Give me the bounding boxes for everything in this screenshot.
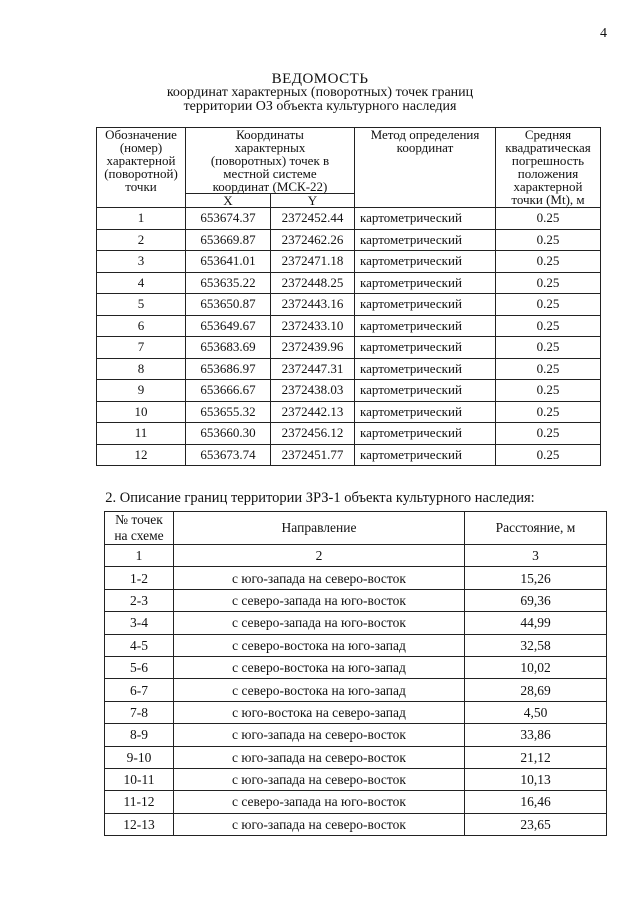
header-method-line: Метод определения xyxy=(370,127,480,142)
boundary-description-table xyxy=(104,511,607,836)
point-number: 2 xyxy=(97,229,186,251)
error-cell: 0.25 xyxy=(496,208,601,230)
table-row xyxy=(105,589,607,611)
table-row xyxy=(97,423,601,445)
header-y: Y xyxy=(271,194,355,208)
title-line-3: территории ОЗ объекта культурного наследия xyxy=(183,99,457,114)
distance-cell: 32,58 xyxy=(465,634,607,656)
document-title xyxy=(0,72,640,114)
segment-points: 6-7 xyxy=(105,679,174,701)
segment-points: 10-11 xyxy=(105,768,174,790)
table-row xyxy=(105,813,607,835)
segment-points: 7-8 xyxy=(105,701,174,723)
table-row xyxy=(97,358,601,380)
direction-cell: с юго-востока на северо-запад xyxy=(174,701,465,723)
header-point-id-line: (номер) xyxy=(119,140,163,155)
header-point-id-line: (поворотной) xyxy=(104,166,178,181)
table-row xyxy=(97,337,601,359)
direction-cell: с юго-запада на северо-восток xyxy=(174,813,465,835)
method-cell: картометрический xyxy=(355,358,496,380)
coord-y: 2372451.77 xyxy=(271,444,355,466)
point-number: 8 xyxy=(97,358,186,380)
method-cell: картометрический xyxy=(355,401,496,423)
header-points-line: № точек xyxy=(115,512,163,527)
error-cell: 0.25 xyxy=(496,337,601,359)
table-row xyxy=(97,208,601,230)
header-coords-line: (поворотных) точек в xyxy=(210,153,330,168)
coord-x: 653674.37 xyxy=(186,208,271,230)
section-2-title: 2. Описание границ территории ЗРЗ-1 объекта культурного наследия: xyxy=(105,490,535,506)
distance-cell: 4,50 xyxy=(465,701,607,723)
column-number: 1 xyxy=(105,545,174,567)
direction-cell: с северо-запада на юго-восток xyxy=(174,612,465,634)
coord-x: 653673.74 xyxy=(186,444,271,466)
coord-y: 2372433.10 xyxy=(271,315,355,337)
table-row xyxy=(105,701,607,723)
coord-x: 653650.87 xyxy=(186,294,271,316)
coord-x: 653683.69 xyxy=(186,337,271,359)
header-point-id-line: Обозначение xyxy=(105,127,177,142)
method-cell: картометрический xyxy=(355,272,496,294)
column-number-row xyxy=(105,545,607,567)
method-cell: картометрический xyxy=(355,444,496,466)
coord-y: 2372438.03 xyxy=(271,380,355,402)
header-point-id-line: характерной xyxy=(106,153,176,168)
table-row xyxy=(105,634,607,656)
distance-cell: 10,02 xyxy=(465,656,607,678)
table-row xyxy=(97,380,601,402)
segment-points: 5-6 xyxy=(105,656,174,678)
header-error-line: Средняя xyxy=(524,127,572,142)
point-number: 1 xyxy=(97,208,186,230)
table-row xyxy=(97,294,601,316)
coord-y: 2372471.18 xyxy=(271,251,355,273)
method-cell: картометрический xyxy=(355,380,496,402)
table-row xyxy=(105,746,607,768)
table-row xyxy=(105,679,607,701)
segment-points: 8-9 xyxy=(105,724,174,746)
header-points xyxy=(105,512,174,545)
error-cell: 0.25 xyxy=(496,229,601,251)
coord-x: 653686.97 xyxy=(186,358,271,380)
segment-points: 11-12 xyxy=(105,791,174,813)
segment-points: 3-4 xyxy=(105,612,174,634)
coord-x: 653641.01 xyxy=(186,251,271,273)
header-error-line: точки (Mt), м xyxy=(511,192,585,207)
distance-cell: 69,36 xyxy=(465,589,607,611)
title-line-2: координат характерных (поворотных) точек границ xyxy=(166,85,474,100)
table-row xyxy=(97,272,601,294)
method-cell: картометрический xyxy=(355,251,496,273)
header-coordinates xyxy=(186,128,355,194)
error-cell: 0.25 xyxy=(496,423,601,445)
page-number: 4 xyxy=(600,26,607,41)
header-coords-line: характерных xyxy=(234,140,306,155)
coord-y: 2372456.12 xyxy=(271,423,355,445)
header-distance: Расстояние, м xyxy=(465,512,607,545)
header-point-id-line: точки xyxy=(125,179,157,194)
table-row xyxy=(97,444,601,466)
direction-cell: с северо-запада на юго-восток xyxy=(174,791,465,813)
distance-cell: 16,46 xyxy=(465,791,607,813)
distance-cell: 21,12 xyxy=(465,746,607,768)
coord-x: 653635.22 xyxy=(186,272,271,294)
error-cell: 0.25 xyxy=(496,272,601,294)
header-coords-line: координат (МСК-22) xyxy=(212,179,328,194)
distance-cell: 15,26 xyxy=(465,567,607,589)
segment-points: 9-10 xyxy=(105,746,174,768)
table-row xyxy=(105,768,607,790)
header-direction: Направление xyxy=(174,512,465,545)
coord-y: 2372448.25 xyxy=(271,272,355,294)
coord-x: 653649.67 xyxy=(186,315,271,337)
segment-points: 1-2 xyxy=(105,567,174,589)
error-cell: 0.25 xyxy=(496,444,601,466)
header-coords-line: местной системе xyxy=(223,166,317,181)
header-error xyxy=(496,128,601,208)
header-point-id xyxy=(97,128,186,208)
method-cell: картометрический xyxy=(355,423,496,445)
coord-y: 2372462.26 xyxy=(271,229,355,251)
column-number: 3 xyxy=(465,545,607,567)
error-cell: 0.25 xyxy=(496,401,601,423)
point-number: 6 xyxy=(97,315,186,337)
header-coords-line: Координаты xyxy=(236,127,304,142)
coord-x: 653669.87 xyxy=(186,229,271,251)
coord-x: 653660.30 xyxy=(186,423,271,445)
table-row xyxy=(105,567,607,589)
method-cell: картометрический xyxy=(355,315,496,337)
point-number: 7 xyxy=(97,337,186,359)
distance-cell: 23,65 xyxy=(465,813,607,835)
point-number: 12 xyxy=(97,444,186,466)
method-cell: картометрический xyxy=(355,337,496,359)
header-method-line: координат xyxy=(396,140,454,155)
coord-y: 2372439.96 xyxy=(271,337,355,359)
error-cell: 0.25 xyxy=(496,358,601,380)
table-row xyxy=(97,401,601,423)
coordinates-table xyxy=(96,127,601,466)
point-number: 9 xyxy=(97,380,186,402)
error-cell: 0.25 xyxy=(496,315,601,337)
point-number: 10 xyxy=(97,401,186,423)
coord-y: 2372443.16 xyxy=(271,294,355,316)
direction-cell: с юго-запада на северо-восток xyxy=(174,567,465,589)
direction-cell: с северо-востока на юго-запад xyxy=(174,656,465,678)
table-row xyxy=(105,656,607,678)
segment-points: 2-3 xyxy=(105,589,174,611)
direction-cell: с юго-запада на северо-восток xyxy=(174,724,465,746)
table-row xyxy=(97,315,601,337)
point-number: 11 xyxy=(97,423,186,445)
point-number: 5 xyxy=(97,294,186,316)
table-row xyxy=(105,612,607,634)
table-row xyxy=(105,724,607,746)
distance-cell: 33,86 xyxy=(465,724,607,746)
segment-points: 12-13 xyxy=(105,813,174,835)
header-error-line: квадратическая xyxy=(505,140,591,155)
table-row xyxy=(105,791,607,813)
header-error-line: погрешность xyxy=(511,153,585,168)
distance-cell: 10,13 xyxy=(465,768,607,790)
direction-cell: с юго-запада на северо-восток xyxy=(174,768,465,790)
direction-cell: с северо-запада на юго-восток xyxy=(174,589,465,611)
distance-cell: 44,99 xyxy=(465,612,607,634)
direction-cell: с северо-востока на юго-запад xyxy=(174,634,465,656)
error-cell: 0.25 xyxy=(496,380,601,402)
title-main: ВЕДОМОСТЬ xyxy=(271,71,369,87)
column-number: 2 xyxy=(174,545,465,567)
header-x: X xyxy=(186,194,271,208)
direction-cell: с северо-востока на юго-запад xyxy=(174,679,465,701)
point-number: 4 xyxy=(97,272,186,294)
table-row xyxy=(97,251,601,273)
distance-cell: 28,69 xyxy=(465,679,607,701)
header-error-line: характерной xyxy=(513,179,583,194)
method-cell: картометрический xyxy=(355,229,496,251)
coord-y: 2372447.31 xyxy=(271,358,355,380)
method-cell: картометрический xyxy=(355,208,496,230)
point-number: 3 xyxy=(97,251,186,273)
method-cell: картометрический xyxy=(355,294,496,316)
table-row xyxy=(97,229,601,251)
direction-cell: с юго-запада на северо-восток xyxy=(174,746,465,768)
coord-y: 2372452.44 xyxy=(271,208,355,230)
error-cell: 0.25 xyxy=(496,251,601,273)
segment-points: 4-5 xyxy=(105,634,174,656)
error-cell: 0.25 xyxy=(496,294,601,316)
coord-y: 2372442.13 xyxy=(271,401,355,423)
coord-x: 653666.67 xyxy=(186,380,271,402)
header-error-line: положения xyxy=(517,166,579,181)
coord-x: 653655.32 xyxy=(186,401,271,423)
header-points-line: на схеме xyxy=(114,528,164,543)
header-method xyxy=(355,128,496,208)
